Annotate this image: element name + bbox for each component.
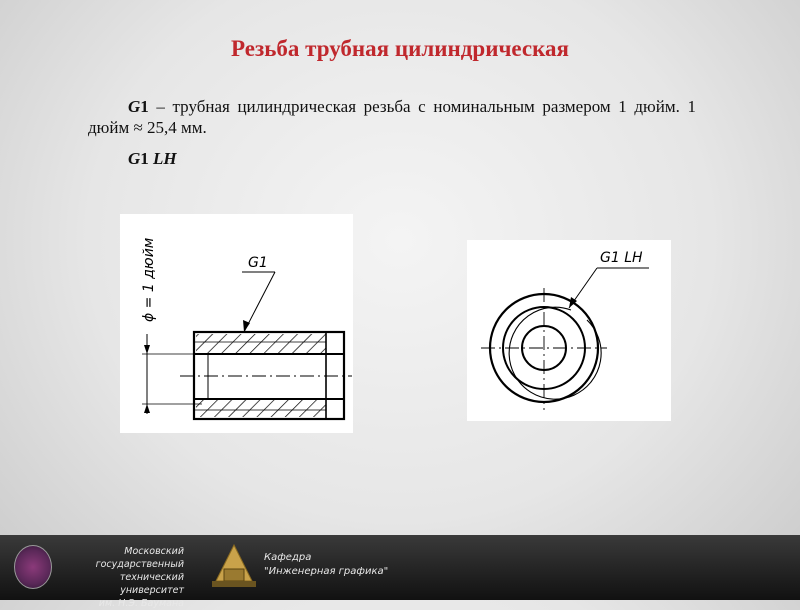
thread-code-letter: G	[128, 97, 141, 116]
thread-code-number: 1	[140, 97, 149, 116]
pipe-section-drawing	[120, 214, 353, 433]
lh-code-letter: G	[128, 149, 141, 168]
department-logo-icon	[208, 541, 260, 593]
university-name	[54, 545, 184, 610]
lh-thread-code	[128, 149, 177, 169]
leader-label: G1 LH	[600, 250, 643, 266]
pipe-section-svg	[120, 214, 353, 433]
dimension-arrow-bottom	[144, 404, 150, 413]
university-line-3: им. Н.Э. Баумана	[98, 598, 184, 609]
dimension-label: ϕ = 1 дюйм	[141, 237, 157, 322]
department-line-1: Кафедра	[264, 552, 312, 563]
pipe-end-view-svg	[467, 240, 671, 421]
thread-code	[128, 97, 149, 116]
university-line-2: технический университет	[119, 572, 184, 596]
bottom-wall-hatch	[196, 399, 326, 417]
lh-code-suffix: LH	[153, 149, 177, 168]
department-logo-svg	[208, 541, 260, 593]
lh-code-number: 1	[140, 149, 149, 168]
pipe-end-view-drawing	[467, 240, 671, 421]
slide-title: Резьба трубная цилиндрическая	[231, 36, 569, 61]
description-line: – трубная цилиндрическая резьба с номинальным размером 1 дюйм. 1 дюйм ≈ 25,4 мм.	[88, 97, 696, 137]
university-emblem-icon	[14, 545, 52, 589]
footer	[0, 535, 800, 609]
description-paragraph	[88, 96, 696, 138]
department-line-2: "Инженерная графика"	[264, 566, 389, 577]
description-text	[88, 96, 696, 138]
university-line-1: Московский государственный	[95, 546, 184, 570]
top-wall-hatch	[196, 334, 326, 354]
dimension-arrow-top	[144, 345, 150, 354]
leader-label: G1	[248, 255, 268, 271]
department-name	[264, 551, 424, 579]
